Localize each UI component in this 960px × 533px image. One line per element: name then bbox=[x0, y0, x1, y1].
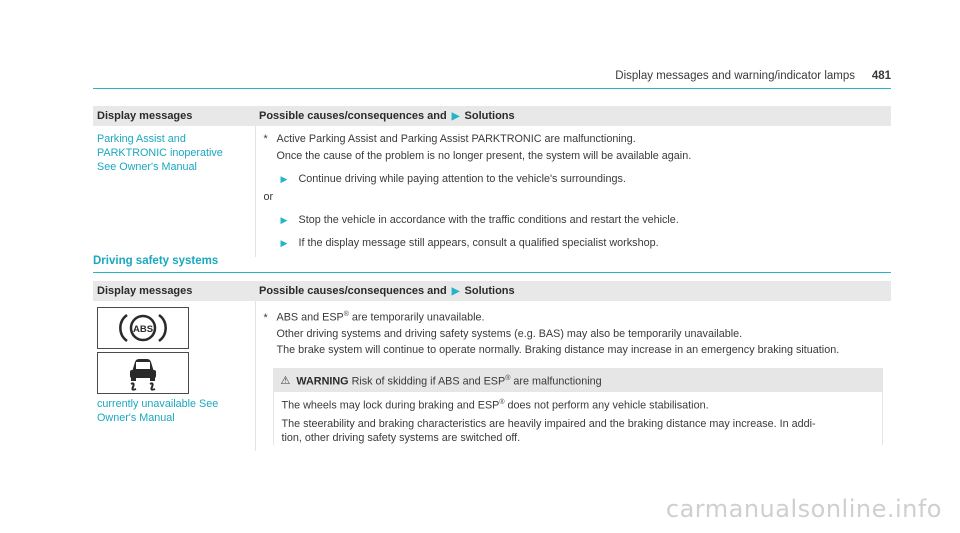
parking-messages-table bbox=[93, 106, 891, 257]
driving-safety-table bbox=[93, 281, 891, 451]
see-manual-link[interactable]: See Owner's Manual bbox=[97, 161, 197, 173]
cause-text: * ABS and ESP® are temporarily unavailable. bbox=[263, 311, 485, 324]
causes-label: Possible causes/consequences and bbox=[259, 285, 447, 297]
column-header-display-messages: Display messages bbox=[93, 106, 255, 126]
solutions-label: Solutions bbox=[464, 110, 515, 122]
table-header-row bbox=[93, 281, 891, 301]
abs-warning-icon bbox=[97, 307, 189, 349]
solution-step: ▶ If the display message still appears, consult a qualified specialist workshop. bbox=[280, 237, 659, 249]
causes-label: Possible causes/consequences and bbox=[259, 110, 447, 122]
table-row bbox=[93, 301, 891, 451]
esp-skid-icon bbox=[97, 352, 189, 394]
table-row bbox=[93, 126, 891, 257]
message-line: PARKTRONIC inoperative bbox=[97, 147, 223, 159]
warning-text: tion, other driving safety systems are switched off. bbox=[281, 431, 521, 444]
message-line: Parking Assist and bbox=[97, 133, 186, 145]
solution-cell bbox=[255, 126, 891, 257]
column-header-display-messages: Display messages bbox=[93, 281, 255, 301]
section-title: Driving safety systems bbox=[93, 255, 891, 273]
see-manual-link[interactable]: Owner's Manual bbox=[97, 412, 175, 424]
table-header-row bbox=[93, 106, 891, 126]
watermark: carmanualsonline.info bbox=[665, 495, 942, 523]
cause-text-3: The brake system will continue to operate normally. Braking distance may increase in an emergency braking situation. bbox=[276, 343, 840, 356]
page-number: 481 bbox=[871, 70, 891, 82]
header-title: Display messages and warning/indicator lamps bbox=[615, 70, 855, 82]
warning-header: ⚠ WARNING Risk of skidding if ABS and ESP® are malfunctioning bbox=[273, 368, 883, 393]
message-line[interactable]: currently unavailable See bbox=[97, 398, 219, 410]
column-header-causes bbox=[255, 106, 891, 126]
cause-text-2: Other driving systems and driving safety systems (e.g. BAS) may also be temporarily unavailable. bbox=[276, 327, 743, 340]
warning-triangle-icon: ⚠ bbox=[280, 375, 291, 388]
message-cell bbox=[93, 301, 255, 451]
solution-step: ▶ Stop the vehicle in accordance with the traffic conditions and restart the vehicle. bbox=[280, 214, 679, 226]
solutions-label: Solutions bbox=[464, 285, 515, 297]
warning-label: WARNING bbox=[296, 375, 349, 388]
play-arrow-icon: ▶ bbox=[451, 286, 460, 297]
message-cell bbox=[93, 126, 255, 257]
warning-box bbox=[273, 368, 883, 445]
warning-text: The steerability and braking characteristics are heavily impaired and the braking distance may increase. In addi- bbox=[281, 417, 816, 430]
column-header-causes bbox=[255, 281, 891, 301]
play-arrow-icon: ▶ bbox=[280, 215, 288, 225]
abs-icon-label: ABS bbox=[132, 324, 154, 335]
warning-body bbox=[273, 392, 883, 445]
solution-cell bbox=[255, 301, 891, 451]
page-header bbox=[93, 68, 891, 89]
or-label: or bbox=[263, 191, 274, 203]
play-arrow-icon: ▶ bbox=[451, 111, 460, 122]
play-arrow-icon: ▶ bbox=[280, 174, 288, 184]
play-arrow-icon: ▶ bbox=[280, 238, 288, 248]
warning-text: The wheels may lock during braking and ESP® does not perform any vehicle stabilisation. bbox=[281, 399, 709, 412]
solution-step: ▶ Continue driving while paying attention to the vehicle's surroundings. bbox=[280, 173, 626, 185]
cause-text-2: Once the cause of the problem is no longer present, the system will be available again. bbox=[276, 150, 692, 162]
cause-text: * Active Parking Assist and Parking Assist PARKTRONIC are malfunctioning. bbox=[263, 133, 636, 145]
